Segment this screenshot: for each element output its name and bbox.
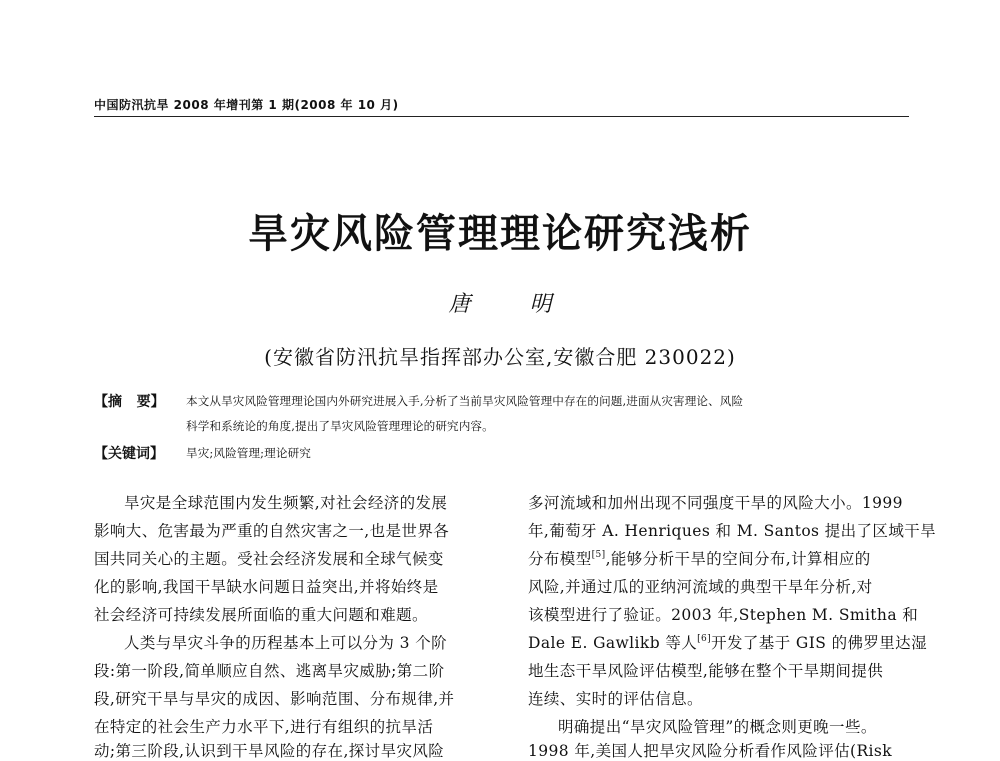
body-line: 风险,并通过瓜的亚纳河流域的典型干旱年分析,对 — [528, 578, 873, 596]
body-line: 在特定的社会生产力水平下,进行有组织的抗旱活 — [94, 718, 434, 736]
body-line: 连续、实时的评估信息。 — [528, 690, 703, 708]
body-line: 化的影响,我国干旱缺水问题日益突出,并将始终是 — [94, 578, 439, 596]
keywords-label: 【关键词】 — [94, 446, 164, 462]
running-head: 中国防汛抗旱 2008 年增刊第 1 期(2008 年 10 月) — [94, 98, 399, 112]
body-line: 社会经济可持续发展所面临的重大问题和难题。 — [94, 606, 428, 624]
citation-ref: [6] — [697, 634, 712, 644]
header-rule — [94, 116, 909, 117]
body-line: 明确提出“旱灾风险管理”的概念则更晚一些。 — [558, 718, 877, 736]
body-line: 该模型进行了验证。2003 年,Stephen M. Smitha 和 — [528, 606, 919, 624]
body-line: 动;第三阶段,认识到干旱风险的存在,探讨旱灾风险 — [94, 742, 445, 760]
article-title: 旱灾风险管理理论研究浅析 — [248, 211, 752, 257]
body-line: 段,研究干旱与旱灾的成因、影响范围、分布规律,并 — [94, 690, 455, 708]
abstract-line: 科学和系统论的角度,提出了旱灾风险管理理论的研究内容。 — [186, 419, 494, 433]
keywords-text: 旱灾;风险管理;理论研究 — [186, 446, 311, 460]
body-line: 多河流域和加州出现不同强度干旱的风险大小。1999 — [528, 494, 903, 512]
body-text: 开发了基于 GIS 的佛罗里达湿 — [711, 634, 927, 652]
body-line: 1998 年,美国人把旱灾风险分析看作风险评估(Risk — [528, 742, 893, 760]
body-line: 地生态干旱风险评估模型,能够在整个干旱期间提供 — [528, 662, 884, 680]
citation-ref: [5] — [591, 550, 606, 560]
author-affiliation: (安徽省防汛抗旱指挥部办公室,安徽合肥 230022) — [264, 345, 736, 369]
body-line — [528, 549, 871, 569]
abstract-label: 【摘 要】 — [94, 394, 165, 410]
body-line: 影响大、危害最为严重的自然灾害之一,也是世界各 — [94, 522, 450, 540]
body-line: 年,葡萄牙 A. Henriques 和 M. Santos 提出了区域干旱 — [528, 522, 937, 540]
body-line: 旱灾是全球范围内发生频繁,对社会经济的发展 — [124, 494, 448, 512]
body-text: ,能够分析干旱的空间分布,计算相应的 — [605, 550, 871, 568]
body-line: 段:第一阶段,简单顺应自然、逃离旱灾威胁;第二阶 — [94, 662, 445, 680]
body-text: Dale E. Gawlikb 等人 — [528, 634, 698, 652]
body-text: 分布模型 — [528, 550, 592, 568]
body-line — [528, 633, 927, 653]
body-line: 国共同关心的主题。受社会经济发展和全球气候变 — [94, 550, 444, 568]
body-line: 人类与旱灾斗争的历程基本上可以分为 3 个阶 — [124, 634, 448, 652]
article-author: 唐 明 — [448, 292, 578, 317]
abstract-line: 本文从旱灾风险管理理论国内外研究进展入手,分析了当前旱灾风险管理中存在的问题,进面从灾害理论、风险 — [186, 394, 744, 408]
